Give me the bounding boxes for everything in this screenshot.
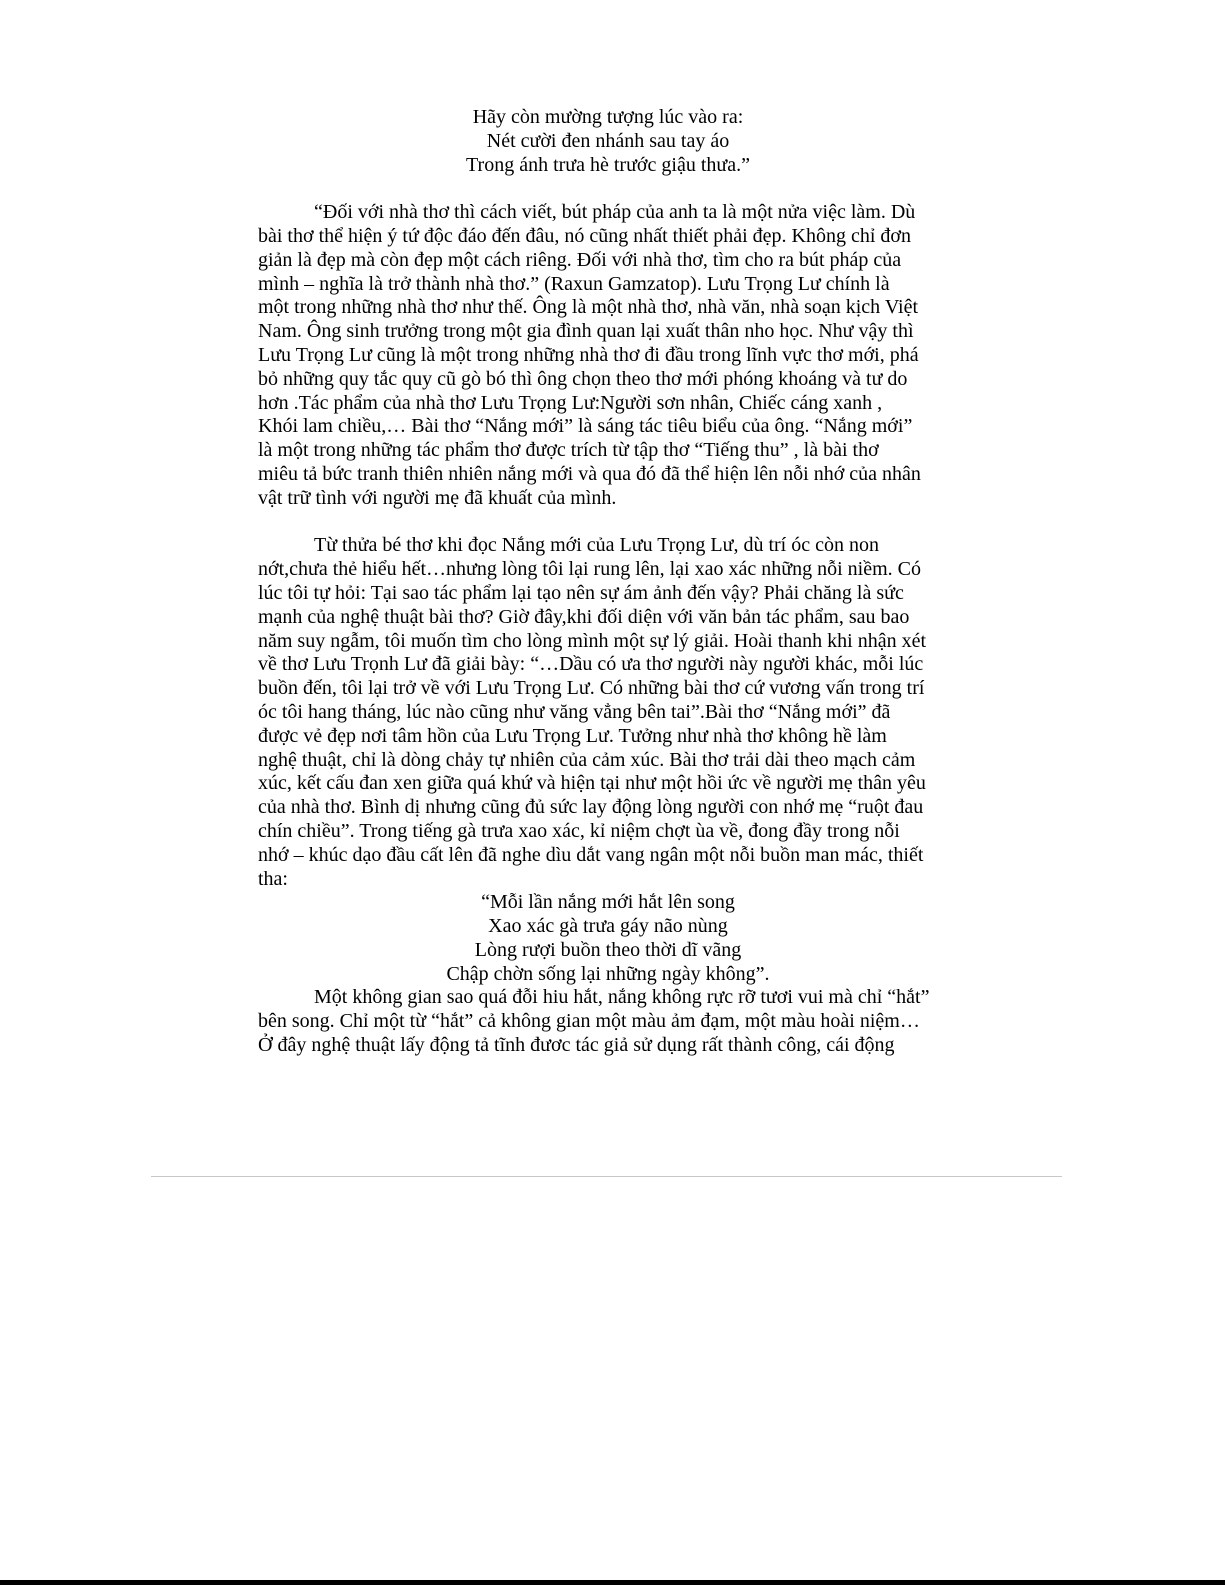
text-line: của nhà thơ. Bình dị nhưng cũng đủ sức lay động lòng người con nhớ mẹ “ruột đau [258,796,924,819]
text-line: Một không gian sao quá đỗi hiu hắt, nắng không rực rỡ tươi vui mà chỉ “hắt” [314,986,930,1009]
poem-line: “Mỗi lần nắng mới hắt lên song [481,891,735,914]
text-line: Lưu Trọng Lư cũng là một trong những nhà thơ đi đầu trong lĩnh vực thơ mới, phá [258,343,919,366]
text-line: được vẻ đẹp nơi tâm hồn của Lưu Trọng Lư. Tưởng như nhà thơ không hề làm [258,724,887,747]
text-line: bên song. Chỉ một từ “hắt” cả không gian một màu ảm đạm, một màu hoài niệm… [258,1010,920,1033]
text-line: óc tôi hang tháng, lúc nào cũng như văng vẳng bên tai”.Bài thơ “Nắng mới” đã [258,700,891,723]
paragraph-intro [258,201,958,510]
text-line: tha: [258,867,288,890]
text-line: buồn đến, tôi lại trở về với Lưu Trọng Lư. Có những bài thơ cứ vương vấn trong trí [258,677,925,700]
text-line: Khói lam chiều,… Bài thơ “Nắng mới” là sáng tác tiêu biểu của ông. “Nắng mới” [258,415,913,438]
poem-line: Nét cười đen nhánh sau tay áo [486,129,730,152]
paragraph-reflection [258,534,958,891]
page-bottom-edge [0,1580,1225,1585]
text-line: lúc tôi tự hỏi: Tại sao tác phẩm lại tạo nên sự ám ảnh đến vậy? Phải chăng là sức [258,581,904,604]
document-body [258,106,958,1058]
text-line: Từ thửa bé thơ khi đọc Nắng mới của Lưu Trọng Lư, dù trí óc còn non [314,534,879,557]
text-line: mạnh của nghệ thuật bài thơ? Giờ đây,khi đối diện với văn bản tác phẩm, sau bao [258,605,910,628]
text-line: xúc, kết cấu đan xen giữa quá khứ và hiện tại như một hồi ức về người mẹ thân yêu [258,772,926,795]
text-line: nhớ – khúc dạo đầu cất lên đã nghe dìu dắt vang ngân một nỗi buồn man mác, thiết [258,843,924,866]
text-line: năm suy ngẫm, tôi muốn tìm cho lòng mình một sự lý giải. Hoài thanh khi nhận xét [258,629,926,652]
text-line: mình – nghĩa là trở thành nhà thơ.” (Raxun Gamzatop). Lưu Trọng Lư chính là [258,272,890,295]
text-line: vật trữ tình với người mẹ đã khuất của mình. [258,486,617,509]
text-line: chín chiều”. Trong tiếng gà trưa xao xác, kỉ niệm chợt ùa về, đong đầy trong nỗi [258,819,900,842]
poem-excerpt-middle [258,891,958,986]
text-line: Nam. Ông sinh trưởng trong một gia đình quan lại xuất thân nho học. Như vậy thì [258,320,914,343]
paragraph-gap [258,511,958,535]
poem-excerpt-top [258,106,958,177]
paragraph-analysis [258,986,958,1057]
page-divider [151,1176,1062,1177]
text-line: một trong những nhà thơ như thế. Ông là một nhà thơ, nhà văn, nhà soạn kịch Việt [258,296,919,319]
text-line: bài thơ thể hiện ý tứ độc đáo đến đâu, nó cũng nhất thiết phải đẹp. Không chỉ đơn [258,224,911,247]
text-line: hơn .Tác phẩm của nhà thơ Lưu Trọng Lư:Người sơn nhân, Chiếc cáng xanh , [258,391,883,414]
text-line: bỏ những quy tắc quy cũ gò bó thì ông chọn theo thơ mới phóng khoáng và tư do [258,367,908,390]
text-line: miêu tả bức tranh thiên nhiên nắng mới và qua đó đã thể hiện lên nỗi nhớ của nhân [258,462,921,485]
poem-line: Hãy còn mường tượng lúc vào ra: [472,106,744,128]
poem-line: Xao xác gà trưa gáy não nùng [488,915,728,938]
text-line: nghệ thuật, chỉ là dòng chảy tự nhiên của cảm xúc. Bài thơ trải dài theo mạch cảm [258,748,916,771]
paragraph-gap [258,177,958,201]
text-line: về thơ Lưu Trọnh Lư đã giải bày: “…Dầu có ưa thơ người này người khác, mỗi lúc [258,653,924,676]
poem-line: Trong ánh trưa hè trước giậu thưa.” [466,153,750,176]
text-line: “Đối với nhà thơ thì cách viết, bút pháp của anh ta là một nửa việc làm. Dù [314,201,916,224]
poem-line: Chập chờn sống lại những ngày không”. [446,962,770,985]
text-line: giản là đẹp mà còn đẹp một cách riêng. Đối với nhà thơ, tìm cho ra bút pháp của [258,248,902,271]
poem-line: Lòng rượi buồn theo thời dĩ vãng [474,938,742,961]
text-line: là một trong những tác phẩm thơ được trích từ tập thơ “Tiếng thu” , là bài thơ [258,439,879,462]
text-line: nớt,chưa thẻ hiểu hết…nhưng lòng tôi lại rung lên, lại xao xác những nỗi niềm. Có [258,558,921,581]
text-line: Ở đây nghệ thuật lấy động tả tĩnh đươc tác giả sử dụng rất thành công, cái động [258,1034,895,1057]
